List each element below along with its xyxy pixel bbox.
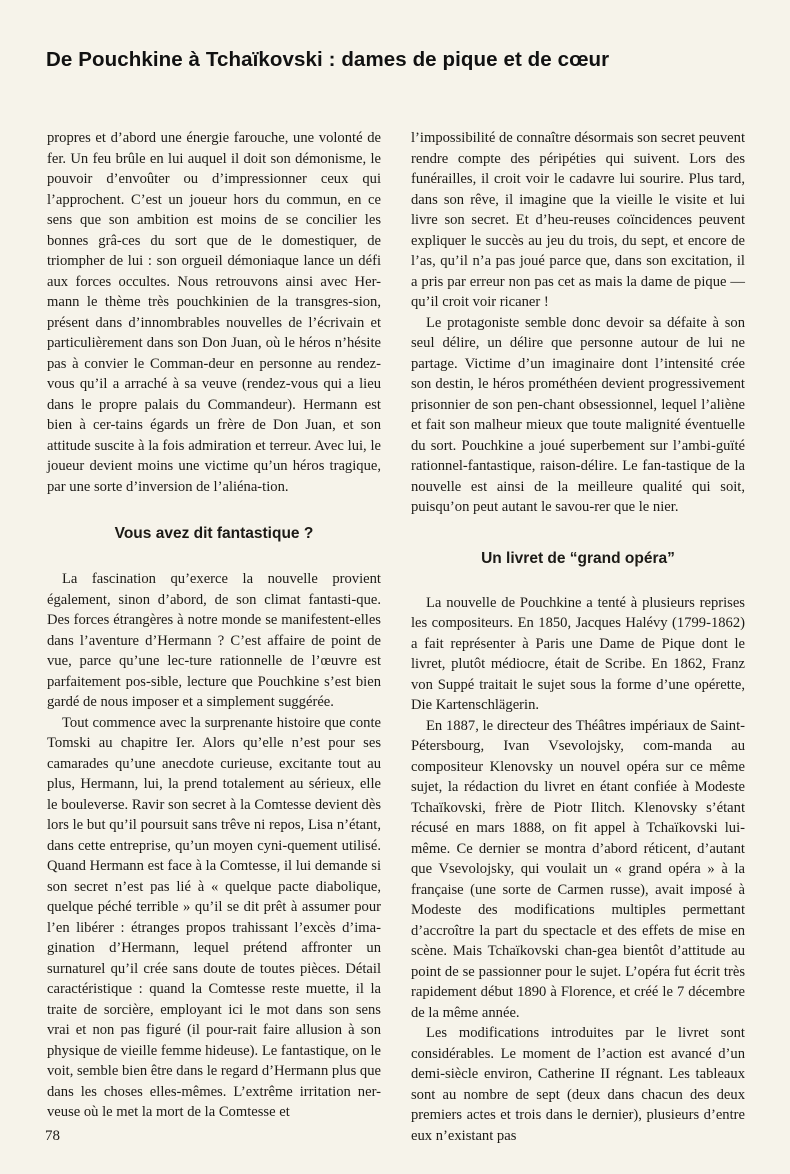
right-column: [411, 128, 745, 1146]
paragraph: l’impossibilité de connaître désormais son secret peuvent rendre compte des péripéties qui suivent. Lors des funérailles, il croit voir le cadavre lui sourire. Plus tard, dans son rêve, il imagine que la vieille le visite et lui livre son secret. Et d’heu-reuses coïncidences peuvent expliquer le succès au jeu du trois, du sept, et encore de l’as, qu’il n’a pas joué parce que, dans son excitation, il a pris par erreur non pas cet as mais la dame de pique — qu’il croit voir ricaner !: [411, 130, 745, 310]
section-heading: Vous avez dit fantastique ?: [114, 525, 314, 542]
section-heading: Un livret de “grand opéra”: [481, 549, 675, 567]
paragraph: La fascination qu’exerce la nouvelle provient également, sinon d’abord, de son climat fantasti-que. Des forces étrangères à notre monde se manifestent-elles dans l’aventure d’Hermann ? C’est affaire de point de vue, parce qu’une lec-ture rationnelle de l’œuvre est parfaitement pos-sible, lecture que Pouchkine s’est bien gardé de nous imposer et a simplement suggérée.: [47, 571, 381, 710]
paragraph: Tout commence avec la surprenante histoire que conte Tomski au chapitre Ier. Alors qu’elle n’est pour ses camarades qu’une anecdote curieuse, excitante tout au plus, Hermann, lui, la prend totalement au sérieux, elle le bouleverse. Ravir son secret à la Comtesse devient dès lors le but qu’il poursuit sans trêve ni repos, Lisa n’étant, dans cette entreprise, qu’un moyen cyni-quement utilisé. Quand Hermann est face à la Comtesse, il lui demande si son secret n’est pas lié à « quelque pacte diabolique, quelque péché terrible » qu’il se dit prêt à assumer pour l’en libérer : étranges propos trahissant l’excès d’ima-gination d’Hermann, lequel prétend affronter un surnaturel qu’il crée sans doute de toutes pièces. Détail caractéristique : quand la Comtesse reste muette, il la traite de sorcière, employant ici le mot dans son sens vrai et non pas figuré (il pour-rait faire allusion à son physique de vieille femme hideuse). Le fantastique, on le voit, semble bien être dans le regard d’Hermann plus que dans les choses elles-mêmes. L’extrême irritation ner-veuse où le met la mort de la Comtesse et: [47, 714, 381, 1120]
page-number: 78: [45, 1128, 60, 1144]
paragraph: propres et d’abord une énergie farouche, une volonté de fer. Un feu brûle en lui auquel il doit son démonisme, le pouvoir d’envoûter ou d’impressionner ceux qui l’approchent. C’est un joueur hors du commun, en ce sens que son ambition est moins de se concilier les bonnes grâ-ces du sort que de le domestiquer, de triompher de lui : son orgueil démoniaque lance un défi aux forces occultes. Nous retrouvons ainsi avec Her-mann le thème très pouchkinien de la transgres-sion, présent dans d’innombrables nouvelles de l’écrivain et particulièrement dans son Don Juan, où le héros n’hésite pas à convier le Comman-deur en personne au rendez-vous qu’il a arraché à sa veuve (rendez-vous qui a lieu dans le propre palais du Commandeur). Hermann est bien à cer-tains égards un frère de Don Juan, et son attitude suscite à la fois admiration et terreur. Avec lui, le joueur devient moins une victime qu’un héros tragique, par une sorte d’inversion de l’aliéna-tion.: [47, 130, 381, 495]
paragraph: Les modifications introduites par le livret sont considérables. Le moment de l’action est avancé d’un demi-siècle environ, Catherine II régnant. Les tableaux sont au nombre de sept (deux dans chacun des deux premiers actes et trois dans le dernier), plusieurs d’entre eux n’existant pas: [411, 1025, 745, 1144]
page-title: De Pouchkine à Tchaïkovski : dames de pique et de cœur: [46, 48, 610, 71]
paragraph: La nouvelle de Pouchkine a tenté à plusieurs reprises les compositeurs. En 1850, Jacques Halévy (1799-1862) a fait représenter à Paris une Dame de Pique dont le livret, plutôt médiocre, était de Scribe. En 1862, Franz von Suppé traitait le sujet sous la forme d’une opérette, Die Kartenschlägerin.: [411, 594, 745, 713]
left-column: [47, 128, 381, 1123]
paragraph: En 1887, le directeur des Théâtres impériaux de Saint-Pétersbourg, Ivan Vsevolojsky, com-manda au compositeur Klenovsky un nouvel opéra sur ce même sujet, la rédaction du livret en étant confiée à Modeste Tchaïkovski, frère de Piotr Ilitch. Klenovsky s’étant récusé en mars 1888, on fit appel à Tchaïkovski lui-même. Ce dernier se montra d’abord réticent, d’autant que Vsevolojsky, qui voulait un « grand opéra » à la française (une sorte de Carmen russe), avait imposé à Modeste des modifications multiples permettant d’accroître la part du spectacle et des effets de mise en scène. Mais Tchaïkovski chan-gea bientôt d’attitude au point de se passionner pour le sujet. L’opéra fut écrit très rapidement début 1890 à Florence, et créé le 7 décembre de la même année.: [411, 717, 745, 1021]
paragraph: Le protagoniste semble donc devoir sa défaite à son seul délire, un délire que personne autour de lui ne partage. Victime d’un imaginaire dont l’intensité crée son destin, le héros prométhéen devient progressivement prisonnier de son pen-chant obsessionnel, lequel l’aliène et fait son malheur mieux que toute malignité éventuelle du sort. Pouchkine a joué superbement sur l’ambi-guïté rationnel-fantastique, raison-délire. Le fan-tastique de la nouvelle est ainsi de la meilleure qualité qui soit, puisqu’on peut autant le savou-rer que le nier.: [411, 314, 745, 515]
